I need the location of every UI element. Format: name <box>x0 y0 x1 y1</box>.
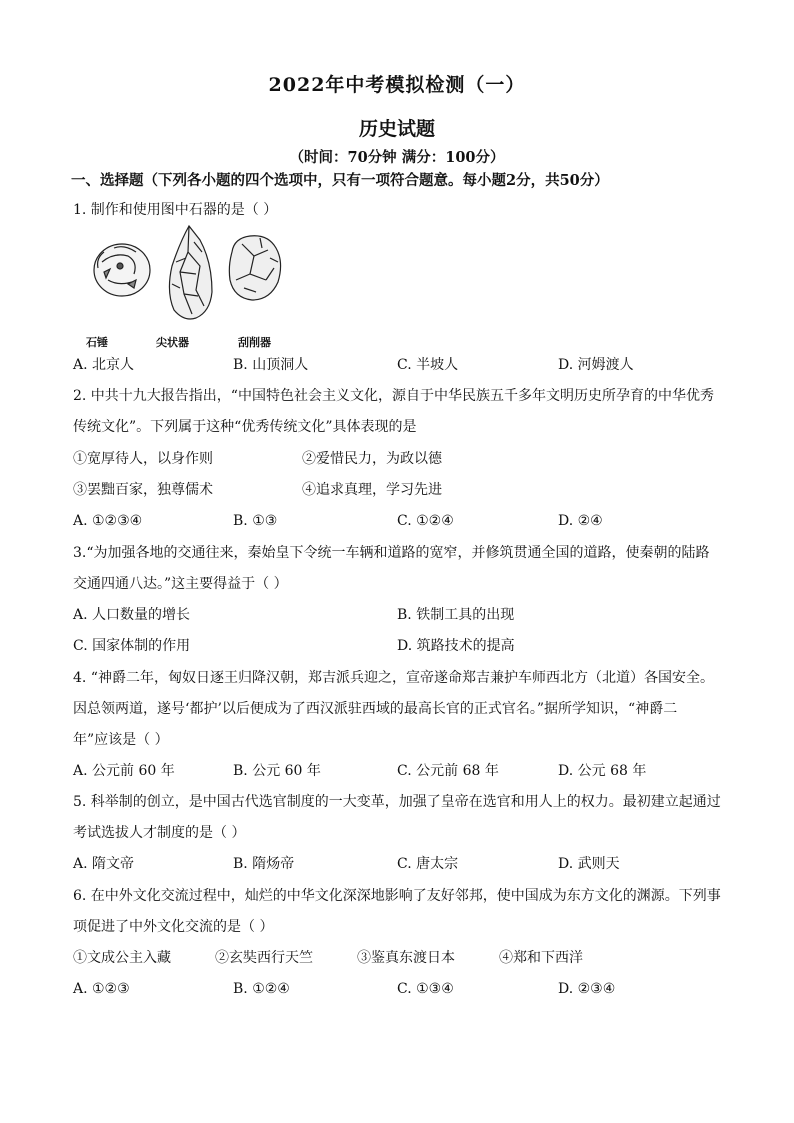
q4-option-d[interactable]: D. 公元 68 年 <box>558 763 647 779</box>
q6-option-d[interactable]: D. ②③④ <box>558 981 616 997</box>
question-3-stem-line2: 交通四通八达。”这主要得益于（ ） <box>73 576 288 592</box>
stone-tools-figure <box>84 222 304 350</box>
q2-item-4: ④追求真理，学习先进 <box>302 482 442 498</box>
q2-item-3: ③罢黜百家，独尊儒术 <box>73 482 213 498</box>
q1-option-c[interactable]: C. 半坡人 <box>397 357 459 373</box>
question-2-stem-line1: 2. 中共十九大报告指出，“中国特色社会主义文化，源自于中华民族五千多年文明历史所孕育的中华优秀 <box>73 388 714 404</box>
q1-option-b[interactable]: B. 山顶洞人 <box>233 357 309 373</box>
q4-option-c[interactable]: C. 公元前 68 年 <box>397 763 499 779</box>
question-4-stem-line2: 因总领两道，遂号‘都护’以后便成为了西汉派驻西域的最高长官的正式官名。”据所学知识，“神爵二 <box>73 701 678 717</box>
q3-option-b[interactable]: B. 铁制工具的出现 <box>397 607 515 623</box>
exam-subject: 历史试题 <box>358 118 435 140</box>
q3-option-a[interactable]: A. 人口数量的增长 <box>73 607 191 623</box>
scraper-drawing <box>229 236 280 300</box>
q6-item-3: ③鉴真东渡日本 <box>357 950 455 966</box>
q4-option-b[interactable]: B. 公元 60 年 <box>233 763 321 779</box>
question-6-stem-line1: 6. 在中外文化交流过程中，灿烂的中华文化深深地影响了友好邻邦，使中国成为东方文化的渊源。下列事 <box>73 888 721 904</box>
q4-option-a[interactable]: A. 公元前 60 年 <box>73 763 175 779</box>
q5-option-a[interactable]: A. 隋文帝 <box>73 856 135 872</box>
question-1-stem: 1. 制作和使用图中石器的是（ ） <box>73 202 278 218</box>
section-heading: 一、选择题（下列各小题的四个选项中，只有一项符合题意。每小题2分，共50分） <box>71 172 609 189</box>
q2-item-2: ②爱惜民力，为政以德 <box>302 451 442 467</box>
q3-option-c[interactable]: C. 国家体制的作用 <box>73 638 191 654</box>
question-5-stem-line2: 考试选拔人才制度的是（ ） <box>73 825 246 841</box>
q1-option-d[interactable]: D. 河姆渡人 <box>558 357 634 373</box>
caption-stone-hammer: 石锤 <box>86 336 108 349</box>
q6-option-b[interactable]: B. ①②④ <box>233 981 290 997</box>
question-6-stem-line2: 项促进了中外文化交流的是（ ） <box>73 919 274 935</box>
q6-item-2: ②玄奘西行天竺 <box>215 950 313 966</box>
q6-item-4: ④郑和下西洋 <box>499 950 583 966</box>
q5-option-b[interactable]: B. 隋炀帝 <box>233 856 295 872</box>
stone-hammer-drawing <box>94 244 150 296</box>
q2-option-b[interactable]: B. ①③ <box>233 513 278 529</box>
pointed-tool-drawing <box>169 226 212 319</box>
caption-pointed-tool: 尖状器 <box>156 336 189 349</box>
exam-info: （时间：70分钟 满分：100分） <box>289 149 505 166</box>
q2-option-d[interactable]: D. ②④ <box>558 513 603 529</box>
q2-option-a[interactable]: A. ①②③④ <box>73 513 143 529</box>
q3-option-d[interactable]: D. 筑路技术的提高 <box>397 638 515 654</box>
question-4-stem-line1: 4. “神爵二年，匈奴日逐王归降汉朝，郑吉派兵迎之，宣帝遂命郑吉兼护车师西北方（北道）各国安全。 <box>73 670 714 686</box>
q2-option-c[interactable]: C. ①②④ <box>397 513 454 529</box>
q2-item-1: ①宽厚待人，以身作则 <box>73 451 213 467</box>
caption-scraper: 刮削器 <box>238 336 271 349</box>
q5-option-c[interactable]: C. 唐太宗 <box>397 856 459 872</box>
question-4-stem-line3: 年”应该是（ ） <box>73 732 169 748</box>
q6-option-c[interactable]: C. ①③④ <box>397 981 454 997</box>
question-3-stem-line1: 3.“为加强各地的交通往来，秦始皇下令统一车辆和道路的宽窄，并修筑贯通全国的道路，使秦朝的陆路 <box>73 545 710 561</box>
stone-tools-illustration <box>84 222 304 332</box>
question-2-stem-line2: 传统文化”。下列属于这种“优秀传统文化”具体表现的是 <box>73 419 417 435</box>
exam-title: 2022年中考模拟检测（一） <box>268 74 526 96</box>
q6-option-a[interactable]: A. ①②③ <box>73 981 130 997</box>
question-5-stem-line1: 5. 科举制的创立，是中国古代选官制度的一大变革，加强了皇帝在选官和用人上的权力。最初建立起通过 <box>73 794 721 810</box>
q6-item-1: ①文成公主入藏 <box>73 950 171 966</box>
q5-option-d[interactable]: D. 武则天 <box>558 856 620 872</box>
q1-option-a[interactable]: A. 北京人 <box>73 357 135 373</box>
